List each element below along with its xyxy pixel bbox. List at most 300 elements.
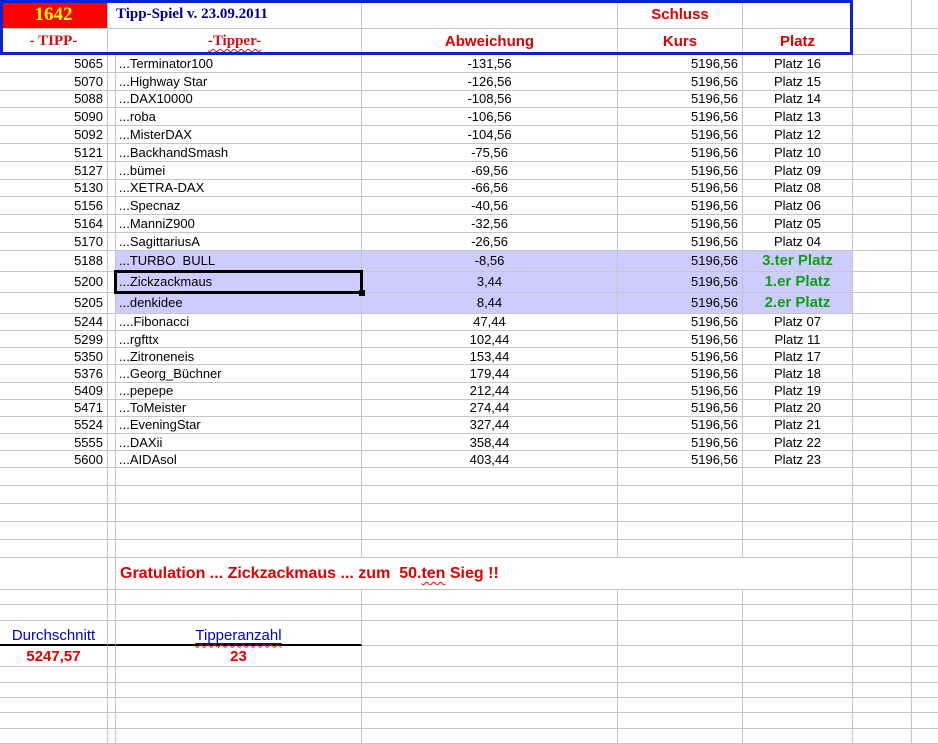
tipp-cell[interactable]: [0, 272, 108, 293]
empty-cell[interactable]: [362, 667, 618, 682]
platz-cell[interactable]: [743, 233, 853, 251]
platz-cell[interactable]: [743, 55, 853, 73]
empty-cell[interactable]: [912, 0, 938, 29]
empty-cell[interactable]: [912, 621, 938, 646]
empty-cell[interactable]: [853, 729, 912, 744]
tipp-cell[interactable]: [0, 400, 108, 417]
abweichung-cell[interactable]: [362, 434, 618, 451]
empty-cell[interactable]: [0, 729, 108, 744]
platz-cell[interactable]: [743, 400, 853, 417]
empty-cell[interactable]: [0, 667, 108, 682]
empty-cell[interactable]: [853, 348, 912, 365]
platz-cell[interactable]: [743, 162, 853, 180]
empty-cell[interactable]: [618, 468, 743, 486]
empty-cell[interactable]: [743, 729, 853, 744]
empty-cell[interactable]: [912, 233, 938, 251]
tipp-cell[interactable]: [0, 451, 108, 468]
empty-cell[interactable]: [912, 73, 938, 91]
empty-cell[interactable]: [743, 590, 853, 605]
empty-cell[interactable]: [912, 108, 938, 126]
abweichung-cell[interactable]: [362, 383, 618, 400]
empty-cell[interactable]: [0, 698, 108, 713]
empty-cell[interactable]: [912, 91, 938, 109]
empty-cell[interactable]: [853, 468, 912, 486]
abweichung-cell[interactable]: [362, 293, 618, 314]
empty-cell[interactable]: [743, 698, 853, 713]
platz-cell[interactable]: [743, 180, 853, 198]
spacer-cell[interactable]: [108, 434, 116, 451]
empty-cell[interactable]: [912, 331, 938, 348]
empty-cell[interactable]: [0, 486, 108, 504]
empty-cell[interactable]: [853, 590, 912, 605]
tipper-cell[interactable]: [116, 144, 362, 162]
spacer-cell[interactable]: [108, 293, 116, 314]
empty-cell[interactable]: [108, 698, 116, 713]
abweichung-header-cell[interactable]: [362, 29, 618, 55]
empty-cell[interactable]: [853, 215, 912, 233]
spacer-cell[interactable]: [108, 91, 116, 109]
tipp-cell[interactable]: [0, 180, 108, 198]
empty-cell[interactable]: [0, 540, 108, 558]
empty-cell[interactable]: [853, 417, 912, 434]
empty-cell[interactable]: [853, 646, 912, 667]
empty-cell[interactable]: [853, 272, 912, 293]
tipper-header-cell[interactable]: [108, 29, 362, 55]
abweichung-cell[interactable]: [362, 331, 618, 348]
tipper-cell[interactable]: [116, 293, 362, 314]
kurs-cell[interactable]: [618, 126, 743, 144]
empty-cell[interactable]: [853, 233, 912, 251]
empty-cell[interactable]: [116, 504, 362, 522]
empty-cell[interactable]: [853, 126, 912, 144]
tipp-cell[interactable]: [0, 383, 108, 400]
empty-cell[interactable]: [116, 713, 362, 728]
empty-cell[interactable]: [618, 621, 743, 646]
empty-cell[interactable]: [618, 540, 743, 558]
tipp-cell[interactable]: [0, 251, 108, 272]
platz-cell[interactable]: [743, 365, 853, 382]
spacer-cell[interactable]: [108, 233, 116, 251]
empty-cell[interactable]: [853, 251, 912, 272]
platz-cell[interactable]: [743, 383, 853, 400]
empty-cell[interactable]: [853, 698, 912, 713]
empty-cell[interactable]: [108, 683, 116, 698]
tipper-cell[interactable]: [116, 251, 362, 272]
empty-cell[interactable]: [362, 468, 618, 486]
empty-cell[interactable]: [108, 605, 116, 621]
empty-cell[interactable]: [912, 417, 938, 434]
abweichung-cell[interactable]: [362, 365, 618, 382]
tipp-cell[interactable]: [0, 434, 108, 451]
empty-cell[interactable]: [853, 383, 912, 400]
tipper-cell[interactable]: [116, 233, 362, 251]
empty-cell[interactable]: [0, 468, 108, 486]
abweichung-cell[interactable]: [362, 108, 618, 126]
empty-cell[interactable]: [912, 667, 938, 682]
empty-cell[interactable]: [912, 272, 938, 293]
tipp-header-cell[interactable]: [0, 29, 108, 55]
empty-cell[interactable]: [362, 621, 618, 646]
tipper-cell[interactable]: [116, 365, 362, 382]
spacer-cell[interactable]: [108, 108, 116, 126]
empty-cell[interactable]: [108, 729, 116, 744]
tipp-cell[interactable]: [0, 233, 108, 251]
tipp-cell[interactable]: [0, 108, 108, 126]
empty-cell[interactable]: [362, 486, 618, 504]
tipper-cell[interactable]: [116, 73, 362, 91]
kurs-cell[interactable]: [618, 91, 743, 109]
empty-cell[interactable]: [618, 683, 743, 698]
empty-cell[interactable]: [912, 540, 938, 558]
empty-cell[interactable]: [853, 713, 912, 728]
empty-cell[interactable]: [618, 504, 743, 522]
empty-cell[interactable]: [116, 468, 362, 486]
empty-cell[interactable]: [743, 504, 853, 522]
empty-cell[interactable]: [116, 667, 362, 682]
kurs-cell[interactable]: [618, 451, 743, 468]
tipper-cell[interactable]: [116, 215, 362, 233]
empty-cell[interactable]: [912, 646, 938, 667]
spacer-cell[interactable]: [108, 197, 116, 215]
empty-cell[interactable]: [618, 667, 743, 682]
durchschnitt-value-cell[interactable]: [0, 646, 108, 667]
empty-cell[interactable]: [743, 683, 853, 698]
empty-cell[interactable]: [116, 486, 362, 504]
kurs-cell[interactable]: [618, 434, 743, 451]
kurs-header-cell[interactable]: [618, 29, 743, 55]
spacer-cell[interactable]: [108, 126, 116, 144]
tipperanzahl-value-cell[interactable]: [116, 646, 362, 667]
spacer-cell[interactable]: [108, 348, 116, 365]
empty-cell[interactable]: [0, 590, 108, 605]
abweichung-cell[interactable]: [362, 417, 618, 434]
empty-cell[interactable]: [743, 522, 853, 540]
tipper-cell[interactable]: [116, 417, 362, 434]
platz-cell[interactable]: [743, 251, 853, 272]
empty-cell[interactable]: [108, 558, 116, 590]
empty-cell[interactable]: [362, 646, 618, 667]
empty-cell[interactable]: [912, 590, 938, 605]
kurs-cell[interactable]: [618, 197, 743, 215]
tipp-cell[interactable]: [0, 126, 108, 144]
empty-cell[interactable]: [912, 504, 938, 522]
empty-cell[interactable]: [912, 293, 938, 314]
empty-cell[interactable]: [108, 504, 116, 522]
empty-cell[interactable]: [853, 91, 912, 109]
tipp-cell[interactable]: [0, 331, 108, 348]
empty-cell[interactable]: [116, 522, 362, 540]
tipp-cell[interactable]: [0, 144, 108, 162]
abweichung-cell[interactable]: [362, 73, 618, 91]
tipper-cell[interactable]: [116, 434, 362, 451]
abweichung-cell[interactable]: [362, 233, 618, 251]
tipperanzahl-label-cell[interactable]: [116, 621, 362, 646]
kurs-cell[interactable]: [618, 348, 743, 365]
empty-cell[interactable]: [912, 698, 938, 713]
platz-cell[interactable]: [743, 417, 853, 434]
empty-cell[interactable]: [912, 126, 938, 144]
kurs-cell[interactable]: [618, 215, 743, 233]
platz-cell[interactable]: [743, 197, 853, 215]
empty-cell[interactable]: [912, 215, 938, 233]
empty-cell[interactable]: [912, 434, 938, 451]
empty-cell[interactable]: [108, 468, 116, 486]
empty-cell[interactable]: [743, 713, 853, 728]
empty-cell[interactable]: [743, 0, 853, 29]
empty-cell[interactable]: [853, 400, 912, 417]
empty-cell[interactable]: [743, 646, 853, 667]
spacer-cell[interactable]: [108, 272, 116, 293]
spacer-cell[interactable]: [108, 162, 116, 180]
empty-cell[interactable]: [618, 698, 743, 713]
empty-cell[interactable]: [912, 713, 938, 728]
empty-cell[interactable]: [853, 683, 912, 698]
empty-cell[interactable]: [912, 558, 938, 590]
empty-cell[interactable]: [743, 540, 853, 558]
platz-cell[interactable]: [743, 314, 853, 331]
kurs-cell[interactable]: [618, 400, 743, 417]
empty-cell[interactable]: [0, 683, 108, 698]
empty-cell[interactable]: [618, 729, 743, 744]
empty-cell[interactable]: [853, 29, 912, 55]
empty-cell[interactable]: [853, 180, 912, 198]
empty-cell[interactable]: [362, 540, 618, 558]
empty-cell[interactable]: [116, 605, 362, 621]
platz-cell[interactable]: [743, 272, 853, 293]
empty-cell[interactable]: [362, 683, 618, 698]
empty-cell[interactable]: [743, 621, 853, 646]
tipper-cell[interactable]: [116, 108, 362, 126]
empty-cell[interactable]: [116, 683, 362, 698]
spacer-cell[interactable]: [108, 365, 116, 382]
empty-cell[interactable]: [912, 729, 938, 744]
platz-cell[interactable]: [743, 215, 853, 233]
spacer-cell[interactable]: [108, 451, 116, 468]
empty-cell[interactable]: [108, 486, 116, 504]
abweichung-cell[interactable]: [362, 348, 618, 365]
tipper-cell[interactable]: [116, 383, 362, 400]
empty-cell[interactable]: [743, 605, 853, 621]
tipp-cell[interactable]: [0, 55, 108, 73]
empty-cell[interactable]: [853, 667, 912, 682]
spacer-cell[interactable]: [108, 417, 116, 434]
empty-cell[interactable]: [912, 468, 938, 486]
empty-cell[interactable]: [116, 698, 362, 713]
empty-cell[interactable]: [912, 605, 938, 621]
empty-cell[interactable]: [912, 400, 938, 417]
congrats-cell[interactable]: [116, 558, 853, 590]
empty-cell[interactable]: [108, 646, 116, 667]
spacer-cell[interactable]: [108, 215, 116, 233]
empty-cell[interactable]: [362, 713, 618, 728]
abweichung-cell[interactable]: [362, 197, 618, 215]
abweichung-cell[interactable]: [362, 180, 618, 198]
empty-cell[interactable]: [618, 646, 743, 667]
kurs-cell[interactable]: [618, 73, 743, 91]
kurs-cell[interactable]: [618, 365, 743, 382]
empty-cell[interactable]: [853, 605, 912, 621]
empty-cell[interactable]: [743, 667, 853, 682]
empty-cell[interactable]: [116, 540, 362, 558]
spacer-cell[interactable]: [108, 144, 116, 162]
platz-cell[interactable]: [743, 108, 853, 126]
kurs-cell[interactable]: [618, 55, 743, 73]
platz-cell[interactable]: [743, 293, 853, 314]
tipper-cell[interactable]: [116, 451, 362, 468]
platz-cell[interactable]: [743, 126, 853, 144]
tipper-cell[interactable]: [116, 180, 362, 198]
kurs-cell[interactable]: [618, 251, 743, 272]
kurs-cell[interactable]: [618, 180, 743, 198]
platz-cell[interactable]: [743, 348, 853, 365]
spacer-cell[interactable]: [108, 314, 116, 331]
abweichung-cell[interactable]: [362, 451, 618, 468]
tipp-cell[interactable]: [0, 293, 108, 314]
empty-cell[interactable]: [912, 144, 938, 162]
empty-cell[interactable]: [912, 55, 938, 73]
empty-cell[interactable]: [0, 522, 108, 540]
abweichung-cell[interactable]: [362, 215, 618, 233]
tipper-cell[interactable]: [116, 272, 362, 293]
spacer-cell[interactable]: [108, 73, 116, 91]
tipper-cell[interactable]: [116, 348, 362, 365]
empty-cell[interactable]: [618, 605, 743, 621]
empty-cell[interactable]: [912, 683, 938, 698]
kurs-cell[interactable]: [618, 144, 743, 162]
empty-cell[interactable]: [362, 590, 618, 605]
kurs-cell[interactable]: [618, 233, 743, 251]
abweichung-cell[interactable]: [362, 91, 618, 109]
empty-cell[interactable]: [0, 504, 108, 522]
kurs-cell[interactable]: [618, 314, 743, 331]
empty-cell[interactable]: [853, 144, 912, 162]
spacer-cell[interactable]: [108, 331, 116, 348]
empty-cell[interactable]: [912, 522, 938, 540]
empty-cell[interactable]: [912, 29, 938, 55]
tipp-cell[interactable]: [0, 215, 108, 233]
empty-cell[interactable]: [912, 365, 938, 382]
spacer-cell[interactable]: [108, 400, 116, 417]
tipper-cell[interactable]: [116, 314, 362, 331]
empty-cell[interactable]: [853, 522, 912, 540]
platz-cell[interactable]: [743, 73, 853, 91]
empty-cell[interactable]: [853, 486, 912, 504]
spacer-cell[interactable]: [108, 55, 116, 73]
platz-header-cell[interactable]: [743, 29, 853, 55]
tipp-cell[interactable]: [0, 365, 108, 382]
empty-cell[interactable]: [912, 486, 938, 504]
durchschnitt-label-cell[interactable]: [0, 621, 108, 646]
empty-cell[interactable]: [912, 251, 938, 272]
sheet-title-cell[interactable]: [108, 0, 362, 29]
tipper-cell[interactable]: [116, 126, 362, 144]
tipp-cell[interactable]: [0, 417, 108, 434]
empty-cell[interactable]: [912, 197, 938, 215]
empty-cell[interactable]: [853, 540, 912, 558]
kurs-cell[interactable]: [618, 417, 743, 434]
game-number-cell[interactable]: [0, 0, 108, 29]
empty-cell[interactable]: [853, 621, 912, 646]
empty-cell[interactable]: [0, 713, 108, 728]
empty-cell[interactable]: [618, 522, 743, 540]
empty-cell[interactable]: [853, 314, 912, 331]
tipp-cell[interactable]: [0, 91, 108, 109]
platz-cell[interactable]: [743, 451, 853, 468]
abweichung-cell[interactable]: [362, 400, 618, 417]
empty-cell[interactable]: [108, 713, 116, 728]
empty-cell[interactable]: [108, 540, 116, 558]
spacer-cell[interactable]: [108, 251, 116, 272]
empty-cell[interactable]: [618, 590, 743, 605]
empty-cell[interactable]: [853, 55, 912, 73]
empty-cell[interactable]: [853, 108, 912, 126]
empty-cell[interactable]: [0, 605, 108, 621]
empty-cell[interactable]: [108, 667, 116, 682]
tipp-cell[interactable]: [0, 314, 108, 331]
kurs-cell[interactable]: [618, 272, 743, 293]
tipp-cell[interactable]: [0, 197, 108, 215]
tipper-cell[interactable]: [116, 162, 362, 180]
tipper-cell[interactable]: [116, 331, 362, 348]
empty-cell[interactable]: [853, 73, 912, 91]
kurs-cell[interactable]: [618, 331, 743, 348]
tipp-cell[interactable]: [0, 73, 108, 91]
abweichung-cell[interactable]: [362, 314, 618, 331]
abweichung-cell[interactable]: [362, 251, 618, 272]
empty-cell[interactable]: [108, 621, 116, 646]
empty-cell[interactable]: [853, 558, 912, 590]
abweichung-cell[interactable]: [362, 55, 618, 73]
platz-cell[interactable]: [743, 331, 853, 348]
empty-cell[interactable]: [912, 162, 938, 180]
empty-cell[interactable]: [853, 162, 912, 180]
empty-cell[interactable]: [853, 451, 912, 468]
kurs-cell[interactable]: [618, 108, 743, 126]
empty-cell[interactable]: [912, 180, 938, 198]
abweichung-cell[interactable]: [362, 144, 618, 162]
empty-cell[interactable]: [362, 522, 618, 540]
abweichung-cell[interactable]: [362, 126, 618, 144]
empty-cell[interactable]: [912, 348, 938, 365]
empty-cell[interactable]: [0, 558, 108, 590]
empty-cell[interactable]: [912, 383, 938, 400]
empty-cell[interactable]: [362, 504, 618, 522]
spacer-cell[interactable]: [108, 383, 116, 400]
empty-cell[interactable]: [743, 486, 853, 504]
kurs-cell[interactable]: [618, 162, 743, 180]
empty-cell[interactable]: [618, 713, 743, 728]
schluss-header-cell[interactable]: [618, 0, 743, 29]
empty-cell[interactable]: [853, 197, 912, 215]
platz-cell[interactable]: [743, 91, 853, 109]
empty-cell[interactable]: [743, 468, 853, 486]
tipper-cell[interactable]: [116, 55, 362, 73]
abweichung-cell[interactable]: [362, 272, 618, 293]
tipp-cell[interactable]: [0, 162, 108, 180]
empty-cell[interactable]: [108, 590, 116, 605]
empty-cell[interactable]: [116, 590, 362, 605]
empty-cell[interactable]: [362, 0, 618, 29]
empty-cell[interactable]: [912, 314, 938, 331]
empty-cell[interactable]: [853, 365, 912, 382]
empty-cell[interactable]: [116, 729, 362, 744]
empty-cell[interactable]: [362, 698, 618, 713]
empty-cell[interactable]: [853, 434, 912, 451]
tipper-cell[interactable]: [116, 91, 362, 109]
empty-cell[interactable]: [853, 293, 912, 314]
empty-cell[interactable]: [362, 729, 618, 744]
empty-cell[interactable]: [362, 605, 618, 621]
